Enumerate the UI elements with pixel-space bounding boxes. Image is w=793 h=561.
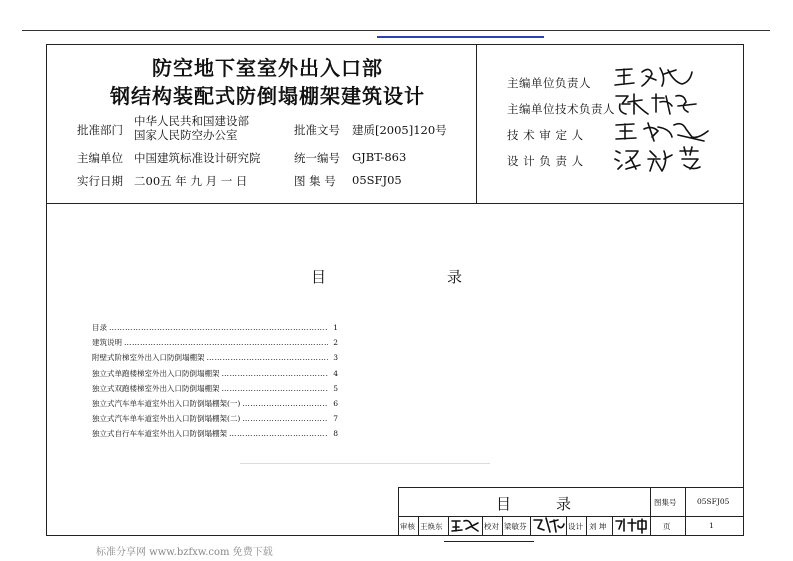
title-block-divider-1 — [650, 487, 651, 535]
toc-leader — [242, 399, 328, 408]
tb-sep — [482, 516, 483, 535]
review-name: 王焕东 — [420, 522, 443, 531]
footer-watermark: 标准分享网 www.bzfxw.com 免费下载 — [96, 547, 273, 558]
tb-sep — [566, 516, 567, 535]
approval-dept-value-1: 中华人民共和国建设部 — [134, 114, 249, 128]
toc-item-page: 6 — [333, 399, 338, 409]
toc-item-label: 附壁式阶梯室外出入口防倒塌棚架 — [92, 353, 205, 363]
toc-item[interactable] — [92, 335, 338, 350]
approval-dept-value-2: 国家人民防空办公室 — [134, 128, 238, 142]
title-block-atlas-label: 图集号 — [654, 498, 677, 507]
title-block-title-left: 目 — [496, 495, 512, 513]
design-label: 设计 — [568, 522, 583, 531]
review-label: 审核 — [400, 522, 415, 531]
toc-list — [92, 320, 338, 442]
designer-label: 设 计 负 责 人 — [507, 154, 584, 168]
toc-item[interactable] — [92, 411, 338, 426]
toc-item[interactable] — [92, 396, 338, 411]
header-bottom-rule — [46, 203, 744, 204]
toc-item-page: 5 — [333, 383, 338, 393]
toc-item-page: 8 — [333, 429, 338, 439]
page-label: 页 — [663, 522, 671, 531]
design-name: 刘 坤 — [589, 522, 607, 531]
toc-item[interactable] — [92, 426, 338, 441]
review-signature — [450, 515, 482, 535]
toc-leader — [109, 323, 328, 332]
title-block-divider-2 — [685, 487, 686, 535]
accent-bar — [377, 36, 544, 38]
page-value: 1 — [709, 521, 714, 530]
toc-item[interactable] — [92, 381, 338, 396]
reviewer-label: 技 术 审 定 人 — [507, 128, 584, 142]
approval-doc-value: 建质[2005]120号 — [352, 123, 447, 137]
toc-heading-left: 目 — [311, 268, 327, 286]
editor-unit-label: 主编单位 — [77, 151, 123, 165]
toc-faint-rule — [240, 463, 490, 464]
toc-leader — [222, 369, 329, 378]
check-label: 校对 — [484, 522, 499, 531]
title-block-atlas-value: 05SFJ05 — [697, 497, 730, 506]
toc-leader — [207, 353, 329, 362]
toc-item-page: 1 — [333, 323, 338, 333]
editor-unit-value: 中国建筑标准设计研究院 — [134, 151, 261, 165]
toc-leader — [242, 414, 328, 423]
toc-item-page: 4 — [333, 368, 338, 378]
chief-signature — [612, 62, 702, 90]
bottom-underline — [444, 541, 534, 542]
top-rule — [22, 30, 770, 31]
toc-item-label: 独立式自行车车道室外出入口防倒塌棚架 — [92, 429, 227, 439]
toc-item-page: 7 — [333, 414, 338, 424]
chief-label: 主编单位负责人 — [507, 76, 591, 90]
document-title-line2: 钢结构装配式防倒塌棚架建筑设计 — [110, 84, 425, 108]
tb-sep — [502, 516, 503, 535]
tb-sep — [612, 516, 613, 535]
toc-item[interactable] — [92, 350, 338, 365]
design-signature — [614, 515, 650, 535]
tb-sep — [586, 516, 587, 535]
atlas-no-label: 图 集 号 — [294, 174, 336, 188]
effective-date-label: 实行日期 — [77, 174, 123, 188]
document-title-line1: 防空地下室室外出入口部 — [152, 56, 383, 80]
tb-sep — [418, 516, 419, 535]
approval-dept-label: 批准部门 — [77, 123, 123, 137]
unified-no-label: 统一编号 — [294, 151, 340, 165]
toc-item-label: 独立式汽车单车道室外出入口防倒塌棚架(二) — [92, 414, 241, 424]
check-name: 梁敏芬 — [504, 522, 527, 531]
toc-leader — [124, 338, 328, 347]
toc-heading-right: 录 — [447, 268, 463, 286]
toc-leader — [229, 429, 328, 438]
unified-no-value: GJBT-863 — [352, 150, 407, 164]
toc-item-label: 独立式单跑楼梯室外出入口防倒塌棚架 — [92, 368, 220, 378]
atlas-no-value: 05SFJ05 — [352, 173, 402, 187]
header-divider — [476, 44, 477, 203]
title-block-title-right: 录 — [556, 495, 572, 513]
toc-item-label: 建筑说明 — [92, 338, 122, 348]
reviewer-signature — [612, 117, 712, 145]
toc-item-page: 3 — [333, 353, 338, 363]
tech-chief-label: 主编单位技术负责人 — [507, 102, 615, 116]
toc-item[interactable] — [92, 320, 338, 335]
check-signature — [532, 514, 566, 536]
tb-sep — [448, 516, 449, 535]
toc-item-label: 独立式汽车单车道室外出入口防倒塌棚架(一) — [92, 399, 241, 409]
designer-signature — [612, 145, 707, 175]
toc-item[interactable] — [92, 366, 338, 381]
tb-sep — [530, 516, 531, 535]
toc-leader — [222, 384, 329, 393]
toc-item-label: 目录 — [92, 323, 107, 333]
toc-item-page: 2 — [333, 338, 338, 348]
effective-date-value: 二00五 年 九 月 一 日 — [134, 174, 248, 188]
tech-chief-signature — [612, 90, 702, 118]
approval-doc-label: 批准文号 — [294, 123, 340, 137]
toc-item-label: 独立式双跑楼梯室外出入口防倒塌棚架 — [92, 383, 220, 393]
